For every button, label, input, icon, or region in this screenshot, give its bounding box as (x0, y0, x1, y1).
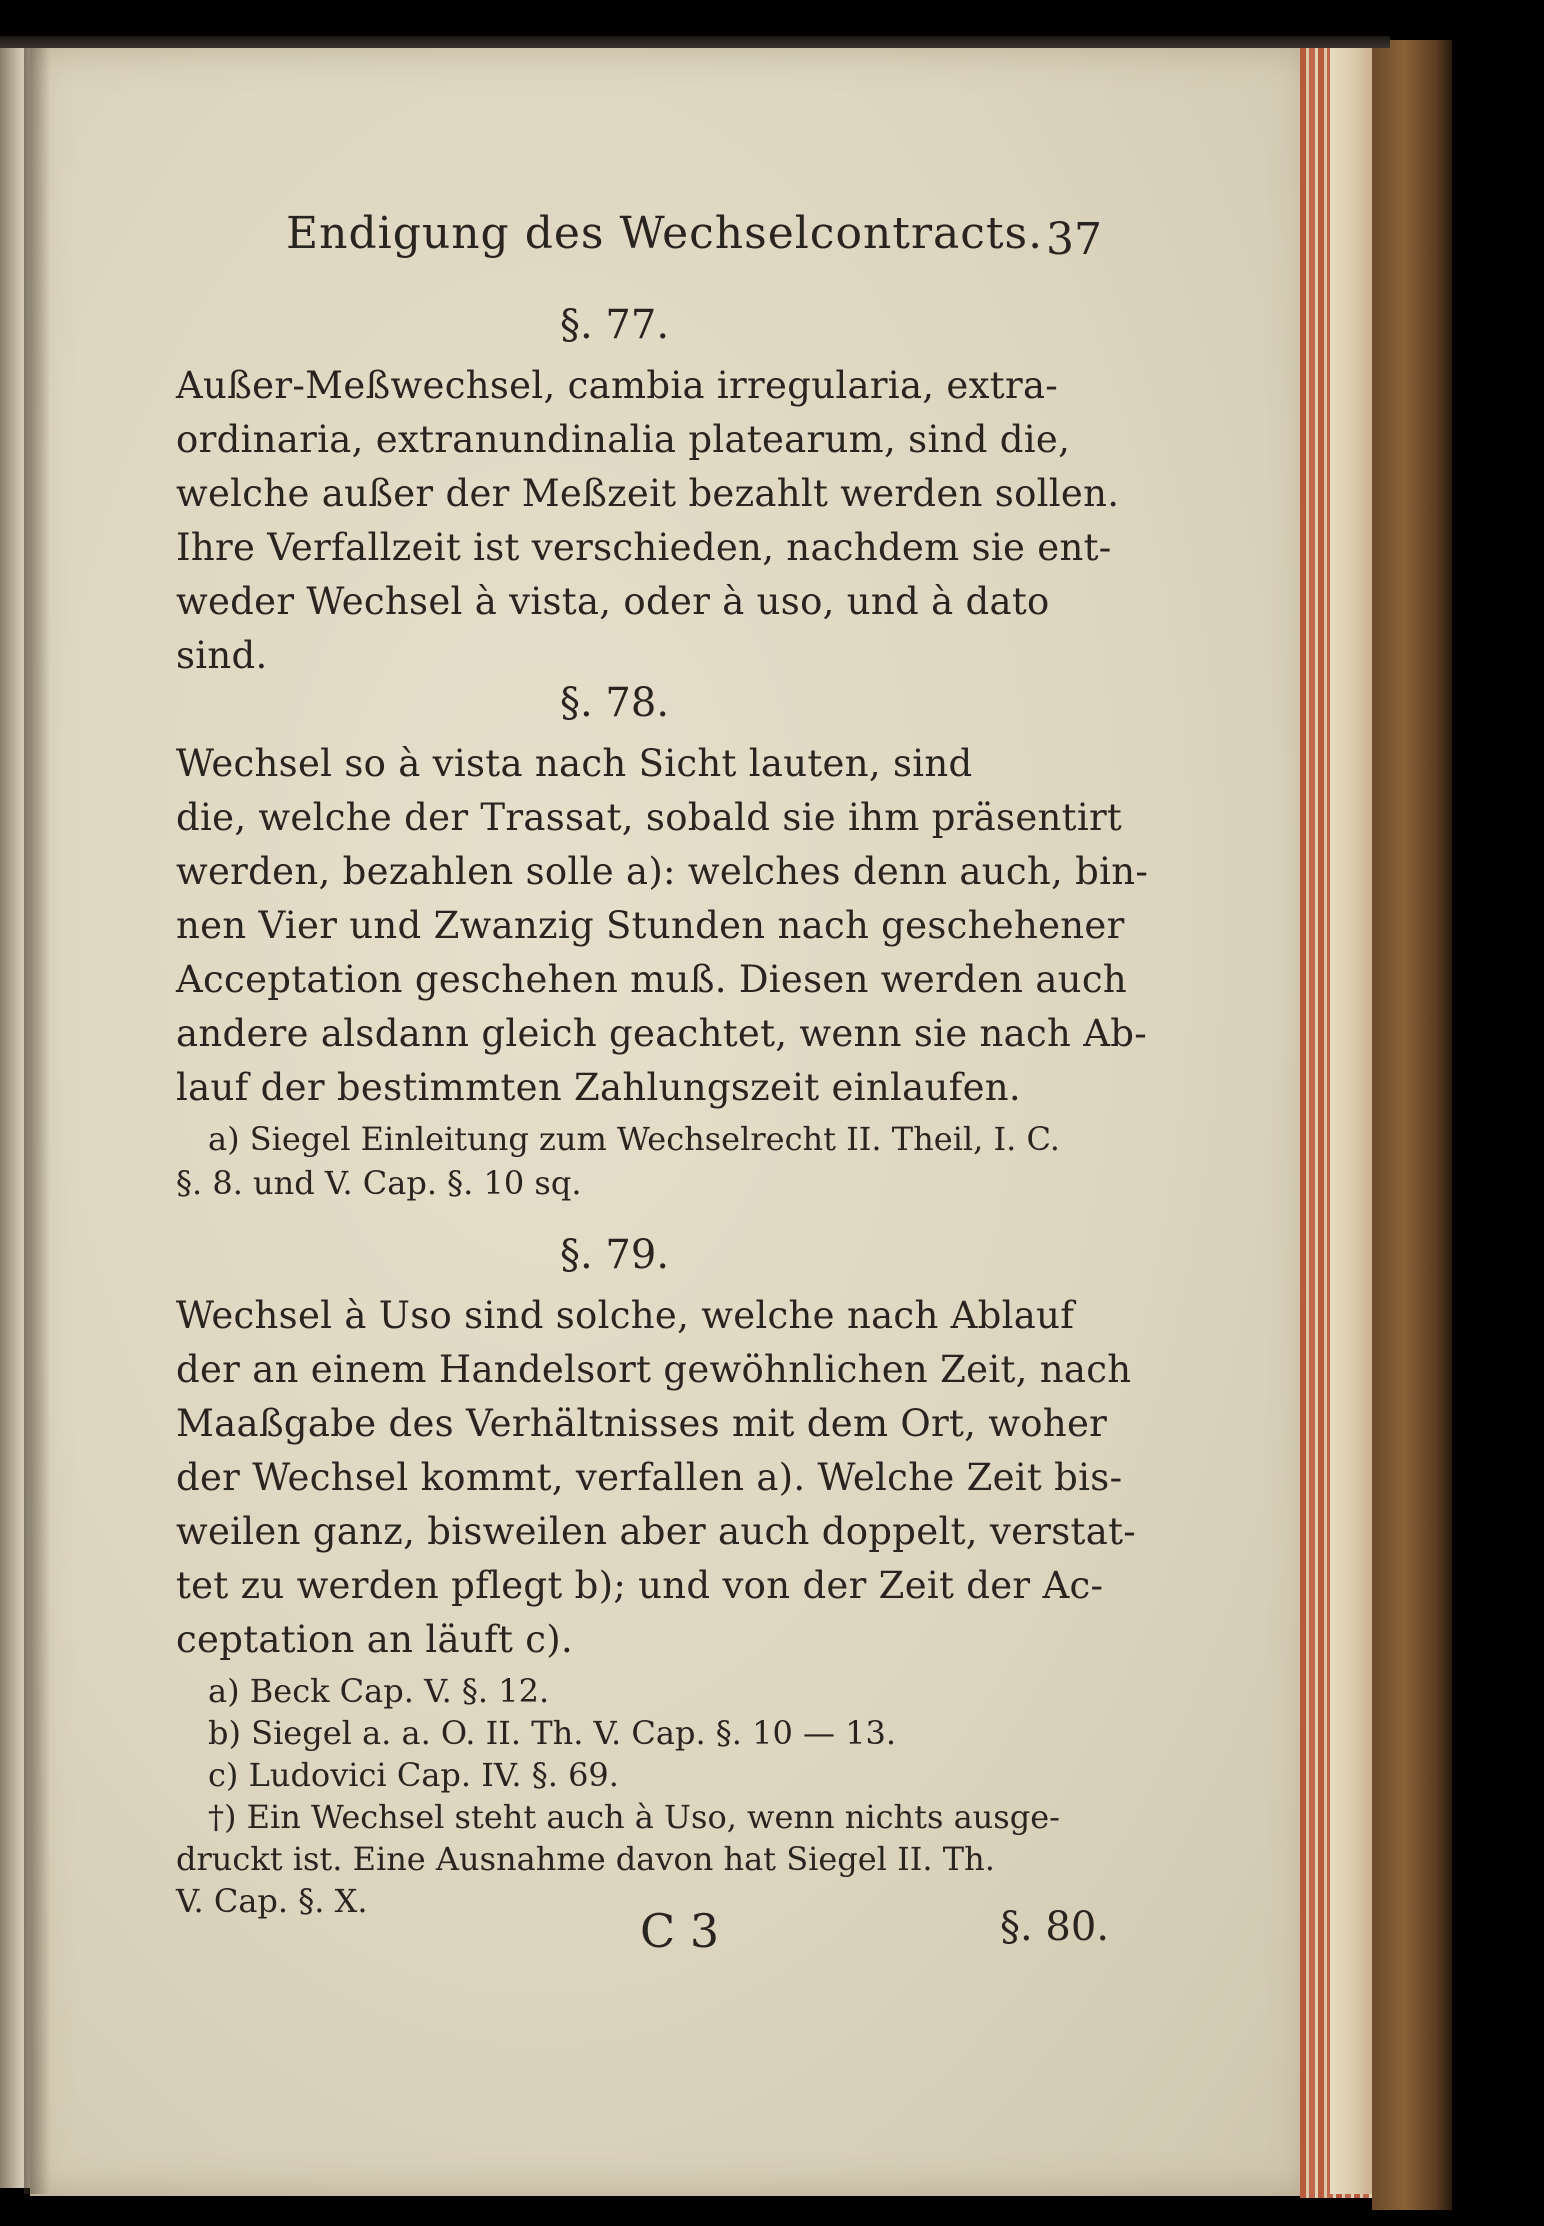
footnote-line: a) Beck Cap. V. §. 12. (208, 1672, 550, 1710)
section-heading: §. 79. (560, 1232, 670, 1278)
body-line: ordinaria, extranundinalia platearum, sind die, (176, 418, 1071, 461)
body-line: der Wechsel kommt, verfallen a). Welche Zeit bis- (176, 1456, 1123, 1499)
body-line: sind. (176, 634, 268, 677)
body-line: Außer-Meßwechsel, cambia irregularia, extra- (176, 364, 1059, 407)
gutter-shadow (24, 44, 50, 2194)
footnote-line: druckt ist. Eine Ausnahme davon hat Siegel II. Th. (176, 1840, 995, 1878)
running-head: Endigung des Wechselcontracts. (286, 208, 1044, 259)
page-number: 37 (1046, 214, 1102, 265)
body-line: andere alsdann gleich geachtet, wenn sie nach Ab- (176, 1012, 1148, 1055)
book-cover-edge (1372, 40, 1452, 2210)
body-line: weilen ganz, bisweilen aber auch doppelt, verstat- (176, 1510, 1137, 1553)
body-line: Wechsel à Uso sind solche, welche nach Ablauf (176, 1294, 1075, 1337)
footnote-line: a) Siegel Einleitung zum Wechselrecht II. Theil, I. C. (208, 1120, 1060, 1158)
body-line: werden, bezahlen solle a): welches denn auch, bin- (176, 850, 1149, 893)
section-heading: §. 78. (560, 680, 670, 726)
section-heading: §. 77. (560, 302, 670, 348)
footnote-line: §. 8. und V. Cap. §. 10 sq. (176, 1164, 582, 1202)
footnote-line: b) Siegel a. a. O. II. Th. V. Cap. §. 10 — 13. (208, 1714, 897, 1752)
body-line: Wechsel so à vista nach Sicht lauten, sind (176, 742, 973, 785)
footnote-line: V. Cap. §. X. (176, 1882, 368, 1920)
body-line: die, welche der Trassat, sobald sie ihm präsentirt (176, 796, 1123, 839)
signature-mark: C 3 (640, 1904, 720, 1958)
body-line: Acceptation geschehen muß. Diesen werden auch (176, 958, 1127, 1001)
body-line: ceptation an läuft c). (176, 1618, 574, 1661)
body-line: lauf der bestimmten Zahlungszeit einlaufen. (176, 1066, 1021, 1109)
footnote-line: †) Ein Wechsel steht auch à Uso, wenn nichts ausge- (208, 1798, 1060, 1836)
body-line: Maaßgabe des Verhältnisses mit dem Ort, woher (176, 1402, 1108, 1445)
body-line: der an einem Handelsort gewöhnlichen Zeit, nach (176, 1348, 1132, 1391)
body-line: Ihre Verfallzeit ist verschieden, nachdem sie ent- (176, 526, 1112, 569)
body-line: tet zu werden pflegt b); und von der Zeit der Ac- (176, 1564, 1104, 1607)
catchword: §. 80. (1000, 1904, 1110, 1950)
body-line: nen Vier und Zwanzig Stunden nach geschehener (176, 904, 1125, 947)
body-line: welche außer der Meßzeit bezahlt werden sollen. (176, 472, 1120, 515)
page-edge-cream (1330, 48, 1376, 2194)
footnote-line: c) Ludovici Cap. IV. §. 69. (208, 1756, 619, 1794)
top-binding-band (0, 36, 1390, 48)
body-line: weder Wechsel à vista, oder à uso, und à dato (176, 580, 1050, 623)
